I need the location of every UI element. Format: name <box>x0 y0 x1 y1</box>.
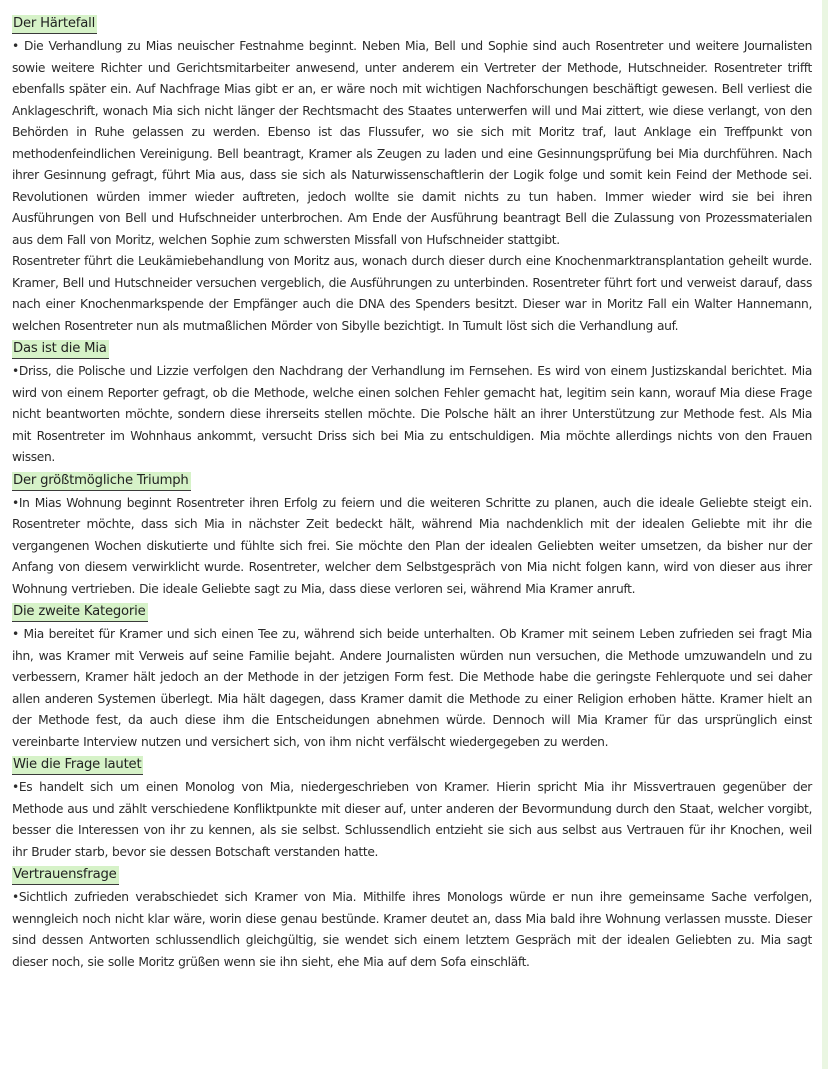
section-das-ist-die-mia <box>12 337 812 469</box>
section-heading: Der Härtefall <box>12 15 97 34</box>
section-der-groesstmoegliche-triumph <box>12 469 812 601</box>
page-edge-strip <box>822 0 828 1069</box>
section-paragraph: •In Mias Wohnung beginnt Rosentreter ihren Erfolg zu feiern und die weiteren Schritte zu planen, auch die ideale Geliebte steigt ein. Rosentreter möchte, dass sich Mia in nächster Zeit bedeckt hält, während Mia nachdenklich mit der idealen Geliebte mit ihr die vergangenen Wochen diskutierte und fühlte sich frei. Sie möchte den Plan der idealen Geliebten weiter umsetzen, da bisher nur der Anfang von diesem verwirklicht wurde. Rosentreter, welcher dem Selbstgespräch von Mia nicht folgen kann, wird von dieser aus ihrer Wohnung vertrieben. Die ideale Geliebte sagt zu Mia, dass diese verloren sei, während Mia Kramer anruft. <box>12 495 812 596</box>
section-paragraph: •Es handelt sich um einen Monolog von Mia, niedergeschrieben von Kramer. Hierin spricht Mia ihr Missvertrauen gegenüber der Methode aus und zählt verschiedene Konfliktpunkte mit dieser auf, unter anderen der Bevormundung durch den Staat, welcher vorgibt, besser die Interessen von ihr zu kennen, als sie selbst. Schlussendlich entzieht sie sich aus selbst aus Vertrauen für ihr Knochen, weil ihr Bruder starb, bevor sie dessen Botschaft verstanden hatte. <box>12 780 812 859</box>
section-heading: Vertrauensfrage <box>12 866 119 885</box>
section-paragraph: • Mia bereitet für Kramer und sich einen Tee zu, während sich beide unterhalten. Ob Kramer mit seinem Leben zufrieden sei fragt Mia ihn, was Kramer mit Verweis auf seine Familie bejaht. Andere Journalisten würden nun versuchen, die Methode umzuwandeln und zu verbessern, Kramer hält jedoch an der Methode in der jetzigen Form fest. Die Methode habe die geringste Fehlerquote und sei daher allen anderen Systemen überlegt. Mia hält dagegen, dass Kramer damit die Methode zu einer Religion erhoben hätte. Kramer hielt an der Methode fest, da auch diese ihm die Entscheidungen abnehmen würde. Dennoch will Mia Kramer für das ursprünglich einst vereinbarte Interview nutzen und versichert sich, von ihm nicht verfälscht wiedergegeben zu werden. <box>12 627 812 749</box>
section-paragraph: •Driss, die Polische und Lizzie verfolgen den Nachdrang der Verhandlung im Fernsehen. Es wird von einem Justizskandal berichtet. Mia wird von einem Reporter gefragt, ob die Methode, welche einen solchen Fehler gemacht hat, legitim sein kann, worauf Mia diese Frage nicht beantworten möchte, sondern diese ihrerseits stellen möchte. Die Polsche hält an ihrer Unterstützung zur Methode fest. Als Mia mit Rosentreter im Wohnhaus ankommt, versucht Driss sich bei Mia zu entschuldigen. Mia möchte allerdings nichts von den Frauen wissen. <box>12 364 812 464</box>
section-vertrauensfrage <box>12 863 812 973</box>
section-paragraph: •Sichtlich zufrieden verabschiedet sich Kramer von Mia. Mithilfe ihres Monologs würde er nun ihre gemeinsame Sache verfolgen, wenngleich noch nicht klar wäre, worin diese genau bestünde. Kramer deutet an, dass Mia bald ihre Wohnung verlassen musste. Dieser sind dessen Antworten schlussendlich gleichgültig, sie wendet sich einem letztem Gespräch mit der idealen Geliebten zu. Mia sagt dieser noch, sie solle Moritz grüßen wenn sie ihn sieht, ehe Mia auf dem Sofa einschläft. <box>12 890 812 969</box>
section-heading: Wie die Frage lautet <box>12 756 143 775</box>
section-heading: Die zweite Kategorie <box>12 603 148 622</box>
section-heading: Das ist die Mia <box>12 340 109 359</box>
section-paragraph: Rosentreter führt die Leukämiebehandlung von Moritz aus, wonach durch dieser durch eine Knochenmarktransplantation geheilt wurde. Kramer, Bell und Hutschneider versuchen vergeblich, die Ausführungen zu unterbinden. Rosentreter führt fort und verweist darauf, dass nach einer Knochenmarkspende der Empfänger auch die DNA des Spenders besitzt. Dieser war in Moritz Fall ein Walter Hannemann, welchen Rosentreter nun als mutmaßlichen Mörder von Sibylle bezichtigt. In Tumult löst sich die Verhandlung auf. <box>12 254 812 333</box>
section-wie-die-frage-lautet <box>12 753 812 863</box>
section-heading: Der größtmögliche Triumph <box>12 472 191 491</box>
section-paragraph: • Die Verhandlung zu Mias neuischer Festnahme beginnt. Neben Mia, Bell und Sophie sind auch Rosentreter und weitere Journalisten sowie weitere Richter und Gerichtsmitarbeiter anwesend, unter anderem ein Vertreter der Methode, Hutschneider. Rosentreter trifft ebenfalls später ein. Auf Nachfrage Mias gibt er an, er wäre noch mit wichtigen Nachforschungen beschäftigt gewesen. Bell verliest die Anklageschrift, wonach Mia sich nicht länger der Rechtsmacht des Staates unterwerfen will und Mai zittert, wie diese verlangt, von den Behörden in Ruhe gelassen zu werden. Ebenso ist das Flussufer, wo sie sich mit Moritz traf, laut Anklage ein Treffpunkt von methodenfeindlichen Vereinigung. Bell beantragt, Kramer als Zeugen zu laden und eine Gesinnungsprüfung bei Mia durchführen. Nach ihrer Gesinnung gefragt, führt Mia aus, dass sie sich als Naturwissenschaftlerin der Logik folge und somit kein Feind der Methode sei. Revolutionen würden immer wieder auftreten, jedoch wollte sie damit nichts zu tun haben. Immer wieder wird sie bei ihren Ausführungen von Bell und Hufschneider unterbrochen. Am Ende der Ausführung beantragt Bell die Zulassung von Prozessmaterialen aus dem Fall von Moritz, welchen Sophie zum schwersten Missfall von Hufschneider stattgibt. <box>12 39 812 247</box>
section-der-haertefall <box>12 12 812 337</box>
section-die-zweite-kategorie <box>12 600 812 753</box>
